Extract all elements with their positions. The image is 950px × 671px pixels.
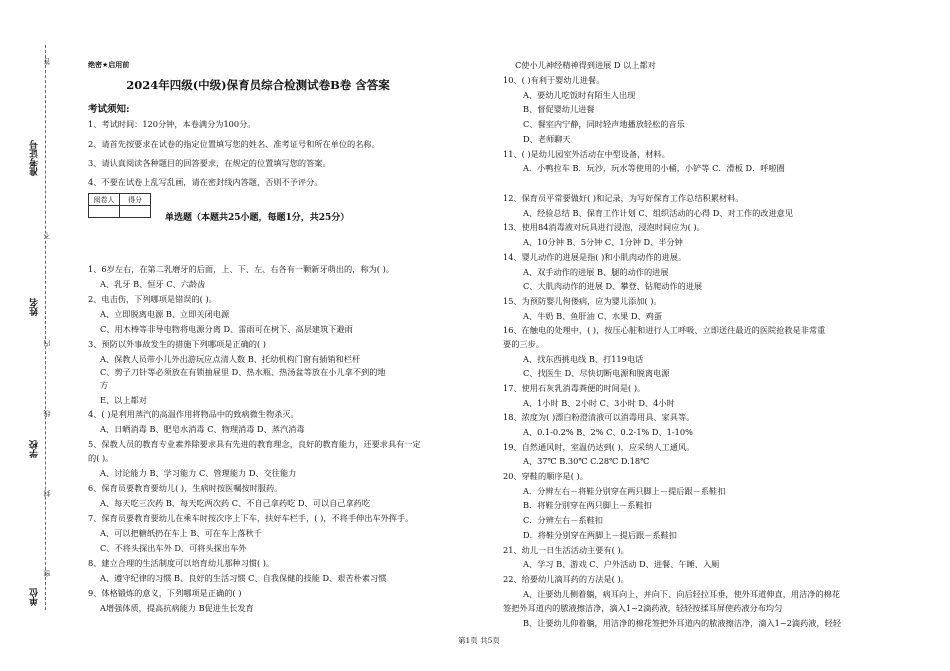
question-line: 11、( )是幼儿园室外活动在中型设备，材料。 (503, 149, 670, 159)
question-line: 4、( )是利用蒸汽的高温作用将物品中的致病微生物杀灭。 (88, 409, 299, 419)
page-number: 第1页 共5页 (458, 636, 500, 645)
seal-mark: 内 (43, 340, 51, 347)
option-line: C、找医生 D、尽快切断电源和脱离电源 (523, 368, 670, 378)
page-title: 2024年四级(中级)保育员综合检测试卷B卷 含答案 (126, 78, 390, 92)
option-line: B、督促婴幼儿进餐 (523, 104, 595, 114)
question-line: 3、预防以外事故发生的措施下列哪项是正确的( ) (88, 339, 266, 349)
question-line: 7、保育员要教育要幼儿在乘车时按次序上下车，扶好车栏手，( )，不将手伸出车外挥手。 (88, 513, 414, 523)
question-line: 要的三步。 (503, 339, 544, 349)
option-line: A、0.1-0.2% B、2% C、0.2-1% D、1-10% (523, 427, 693, 437)
question-line: 1、6岁左右，在第二乳磨牙的后面，上、下、左、右各有一颗新牙萌出的，称为( )。 (88, 264, 394, 274)
option-line: A、立即脱离电源 B、立即关闭电源 (100, 309, 230, 319)
option-line: D．将鞋分别穿在两脚上－提后跟－系鞋扣 (523, 530, 677, 540)
notice-item: 2、请首先按要求在试卷的指定位置填写您的姓名、准考证号和所在单位的名称。 (88, 139, 380, 149)
option-line: A、每天吃三次药 B、每天吃两次药 C、不自己拿药吃 D、可以自己拿药吃 (100, 498, 371, 508)
option-line: A、保教人员带小儿外出游玩应点清人数 B、托幼机构门窗有插销和栏杆 (100, 354, 361, 364)
option-line: A、让要幼儿侧着躺，病耳向上，并向下、向后轻拉耳垂，使外耳道伸直，用洁净的棉花 (523, 589, 841, 599)
option-line: C、不将头探出车外 D、可将头探出车外 (100, 543, 247, 553)
question-line: 5、保教人员的教育专业素养除要求具有先进的教育理念，良好的教育能力，还要求具有一定 (88, 439, 421, 449)
question-line: 6、保育员要教育要幼儿( )，生病时按医嘱按时服药。 (88, 483, 283, 493)
grader-label: 阅卷人 (89, 194, 120, 206)
option-line: A、要幼儿吃饭时有陌生人出现 (523, 90, 636, 100)
seal-mark: 答 (43, 58, 51, 65)
question-line: 21、幼儿一日生活活动主要有( )。 (503, 545, 629, 555)
question-line: 22、给要幼儿滴耳药的方法是( )。 (503, 574, 629, 584)
question-line: 15、为预防婴儿佝偻病，应为婴儿添加( )。 (503, 296, 662, 306)
unit-label: 单位 (30, 588, 40, 606)
option-line: A、经验总结 B、保育工作计划 C、组织活动的心得 D、对工作的改进意见 (523, 208, 794, 218)
question-line: 18、浓度为( )漂白粉澄清液可以消毒用具、家具等。 (503, 412, 695, 422)
question-line: 14、婴儿动作的进展是指( )和小肌肉动作的进展。 (503, 252, 687, 262)
seal-mark: 不 (43, 232, 51, 239)
score-label: 得分 (120, 194, 151, 206)
question-line: 19、自然通风时，室温仍达到( )，应采纳人工通风。 (503, 442, 695, 452)
option-line: A、10分钟 B、5分钟 C、1分钟 D、半分钟 (523, 237, 683, 247)
option-line: A、可以把糖纸扔在车上 B、可在车上落秋千 (100, 528, 262, 538)
option-line: C、大肌肉动作的进展 D、攀登、钻爬动作的进展 (523, 281, 703, 291)
option-line: C、用木棒等非导电物将电源分离 D、雷雨可在树下、高层建筑下避雨 (100, 324, 353, 334)
seal-mark: 密 (43, 570, 51, 577)
option-line: C、餐室内宁静，同时轻声地播放轻松的音乐 (523, 119, 685, 129)
question-line: 20、穿鞋的顺序是( )。 (503, 471, 588, 481)
option-line: A、遵守纪律的习惯 B、良好的生活习惯 C、自我保健的技能 D、艰苦朴素习惯 (100, 573, 387, 583)
option-line: 方 (100, 380, 109, 390)
question-line: 13、使用84消毒液对玩具进行浸泡，浸泡时间应为( )。 (503, 222, 705, 232)
option-line: A、牛奶 B、鱼肝油 C、水果 D、鸡蛋 (523, 311, 663, 321)
option-line: B．将鞋分别穿在两只脚上－系鞋扣 (523, 500, 652, 510)
seal-line (45, 45, 46, 610)
question-line: 9、体格锻炼的意义，下列哪项是正确的( ) (88, 588, 242, 598)
option-line: A．小鸭拉车 B．玩沙，玩水等使用的小桶，小铲等 C．滑板 D．呼啦圈 (523, 163, 785, 173)
option-line: A、1小时 B、2小时 C、3小时 D、4小时 (523, 398, 675, 408)
score-cell (120, 206, 151, 218)
notice-item: 3、请认真阅读各种题目的回答要求，在规定的位置填写您的答案。 (88, 158, 331, 168)
option-line: A、37℃ B.30℃ C.28℃ D.18℃ (523, 456, 650, 466)
name-label: 姓名 (30, 298, 40, 316)
option-line: 签把外耳道内的脓液擦洁净，滴入1~2滴药液，轻轻按揉耳屏使药液分布均匀 (503, 603, 783, 613)
score-table (88, 193, 151, 218)
exam-number-label: 准考证号 (30, 140, 40, 176)
section-title: 单选题（本题共25小题，每题1分，共25分） (165, 213, 350, 223)
notice-item: 4、不要在试卷上乱写乱画，请在密封线内答题，否则不予评分。 (88, 177, 323, 187)
question-line: 8、建立合理的生活制度可以培育幼儿那种习惯( )。 (88, 558, 275, 568)
question-line: 12、保育员平常要做好( )和记录，为写好保育工作总结积累材料。 (503, 193, 744, 203)
school-label: 学校 (30, 440, 40, 458)
question-line: 2、电击伤，下列哪项是错误的( )。 (88, 294, 217, 304)
option-line: A增强体质，提高抗病能力 B促进生长发育 (100, 603, 254, 613)
option-line: C．分辨左右－系鞋扣 (523, 515, 603, 525)
question-line: 的( )。 (88, 453, 114, 463)
option-line: A．分辨左右－将鞋分别穿在两只脚上－提后跟－系鞋扣 (523, 486, 726, 496)
grader-cell (89, 206, 120, 218)
option-line: D、老师聊天 (523, 134, 571, 144)
secret-mark: 绝密★启用前 (88, 61, 130, 69)
option-line: A、讨论能力 B、学习能力 C、管理能力 D、交往能力 (100, 468, 297, 478)
notice-heading: 考试须知: (88, 104, 130, 115)
option-line: C使小儿神经精神得到进展 D 以上都对 (515, 60, 656, 70)
question-line: 16、在触电的处理中，( )，按压心脏和进行人工呼吸、立即送往最近的医院抢救是非常重 (503, 325, 826, 335)
option-line: A、日晒消毒 B、肥皂水消毒 C、物理消毒 D、蒸汽消毒 (100, 424, 305, 434)
option-line: B、让要幼儿仰着躺，用洁净的棉花签把外耳道内的脓液擦洁净，滴入1~2滴药液，轻轻 (523, 618, 842, 628)
option-line: E、以上都对 (100, 395, 147, 405)
option-line: A、双手动作的进展 B、腿的动作的进展 (523, 267, 669, 277)
notice-item: 1、考试时间：120分钟，本卷满分为100分。 (88, 119, 256, 129)
seal-mark: 封 (43, 490, 51, 497)
seal-mark: 线 (43, 410, 51, 417)
question-line: 17、使用石灰乳消毒粪便的时间是( )。 (503, 383, 646, 393)
option-line: A、乳牙 B、恒牙 C、六龄齿 (100, 279, 206, 289)
question-line: 10、( )有利于婴幼儿进餐。 (503, 75, 605, 85)
option-line: C、剪子刀针等必须放在有锁抽屉里 D、热水瓶、热汤盆等放在小儿拿不到的地 (100, 367, 386, 377)
option-line: A、学习 B、游戏 C、户外活动 D、进餐、午睡、入厕 (523, 559, 720, 569)
option-line: A、找东西挑电线 B、打119电话 (523, 354, 644, 364)
